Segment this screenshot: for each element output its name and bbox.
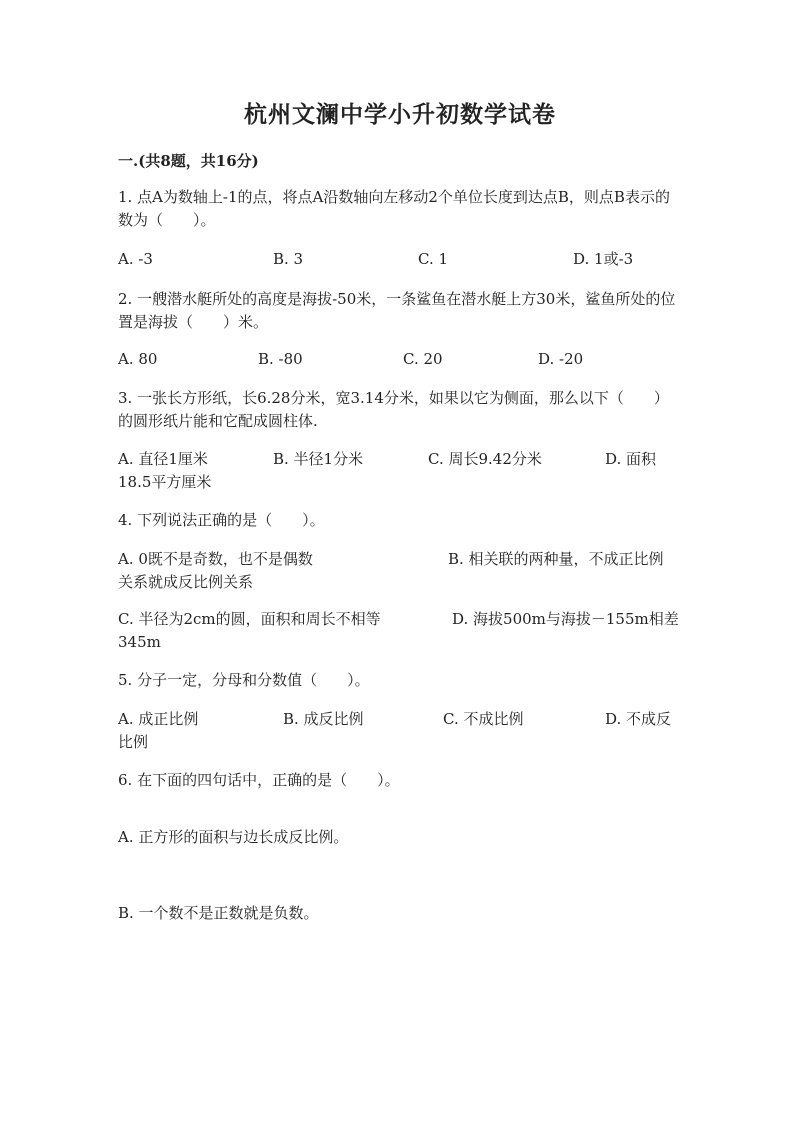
q1-option-d[interactable]: D. 1或-3 <box>573 250 634 268</box>
q6-option-b[interactable]: B. 一个数不是正数就是负数。 <box>118 904 319 922</box>
q3-option-a[interactable]: A. 直径1厘米 <box>118 450 208 468</box>
q1-option-b[interactable]: B. 3 <box>273 250 304 268</box>
q5-option-a[interactable]: A. 成正比例 <box>118 710 199 728</box>
question-3: 3. 一张长方形纸，长6.28分米，宽3.14分米，如果以它为侧面，那么以下（ ）的圆形纸片能和它配成圆柱体. <box>118 389 669 430</box>
question-6: 6. 在下面的四句话中，正确的是（ ）。 <box>118 771 400 789</box>
q3-option-d-continued: 18.5平方厘米 <box>118 473 212 491</box>
section-heading: 一.(共8题，共16分) <box>118 152 259 170</box>
question-2: 2. 一艘潜水艇所处的高度是海拔-50米，一条鲨鱼在潜水艇上方30米，鲨鱼所处的位置是海拔（ ）米。 <box>118 290 676 331</box>
q1-option-c[interactable]: C. 1 <box>418 250 449 268</box>
q4-option-c[interactable]: C. 半径为2cm的圆，面积和周长不相等 <box>118 610 381 628</box>
q3-option-b[interactable]: B. 半径1分米 <box>273 450 364 468</box>
q3-option-d[interactable]: D. 面积 <box>605 450 657 468</box>
q2-option-c[interactable]: C. 20 <box>403 350 443 368</box>
q3-option-c[interactable]: C. 周长9.42分米 <box>428 450 542 468</box>
q4-option-a[interactable]: A. 0既不是奇数，也不是偶数 <box>118 550 313 568</box>
q5-option-c[interactable]: C. 不成比例 <box>443 710 524 728</box>
q4-option-d[interactable]: D. 海拔500m与海拔－155m相差 <box>452 610 679 628</box>
question-5: 5. 分子一定，分母和分数值（ ）。 <box>118 671 370 689</box>
q5-option-d-continued: 比例 <box>118 733 149 751</box>
q5-option-b[interactable]: B. 成反比例 <box>283 710 364 728</box>
q2-option-b[interactable]: B. -80 <box>258 350 303 368</box>
question-1: 1. 点A为数轴上-1的点，将点A沿数轴向左移动2个单位长度到达点B，则点B表示的数为（ ）。 <box>118 188 670 229</box>
question-4: 4. 下列说法正确的是（ ）。 <box>118 511 325 529</box>
q6-option-a[interactable]: A. 正方形的面积与边长成反比例。 <box>118 828 349 846</box>
q2-option-a[interactable]: A. 80 <box>118 350 158 368</box>
exam-title: 杭州文澜中学小升初数学试卷 <box>244 101 556 128</box>
q5-option-d[interactable]: D. 不成反 <box>605 710 672 728</box>
q4-option-d-continued: 345m <box>118 633 161 651</box>
q2-option-d[interactable]: D. -20 <box>538 350 584 368</box>
q1-option-a[interactable]: A. -3 <box>118 250 153 268</box>
q4-option-b-continued: 关系就成反比例关系 <box>118 573 254 591</box>
q4-option-b[interactable]: B. 相关联的两种量，不成正比例 <box>448 550 664 568</box>
